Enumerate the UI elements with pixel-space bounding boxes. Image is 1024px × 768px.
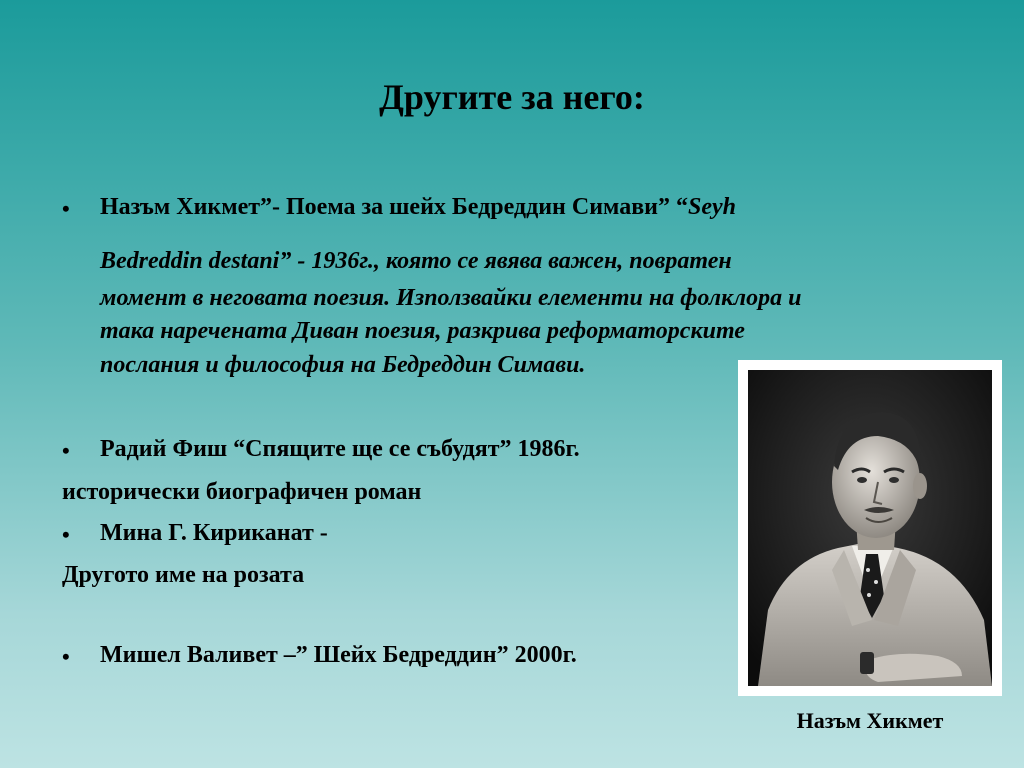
item1-line1-italic: Seyh bbox=[688, 194, 736, 220]
item2-subtext: исторически биографичен роман bbox=[62, 479, 422, 505]
item1-line3: момент в неговата поезия. Използвайки елементи на фолклора и bbox=[100, 285, 802, 311]
item4-text: Мишел Валивет –” Шейх Бедреддин” 2000г. bbox=[100, 642, 577, 668]
portrait-image bbox=[748, 370, 992, 686]
slide-title: Другите за него: bbox=[379, 77, 645, 117]
portrait-photo bbox=[738, 360, 1002, 696]
item3-subtext: Другото име на розата bbox=[62, 562, 305, 588]
item3-text: Мина Г. Кириканат - bbox=[100, 520, 328, 546]
item1-line5: послания и философия на Бедреддин Симави. bbox=[100, 352, 586, 378]
bullet-icon: • bbox=[62, 438, 70, 463]
bullet-icon: • bbox=[62, 196, 70, 221]
item1-line4: така наречената Диван поезия, разкрива реформаторските bbox=[100, 318, 745, 344]
bullet-icon: • bbox=[62, 522, 70, 547]
item1-line1-text: Назъм Хикмет”- Поема за шейх Бедреддин Симави” “ bbox=[100, 194, 688, 220]
photo-caption: Назъм Хикмет bbox=[796, 708, 944, 733]
item1-line1 bbox=[100, 194, 736, 221]
item1-line2: Bedreddin destani” - 1936г., която се явява важен, повратен bbox=[100, 248, 732, 274]
item2-text: Радий Фиш “Спящите ще се събудят” 1986г. bbox=[100, 436, 580, 462]
bullet-icon: • bbox=[62, 644, 70, 669]
